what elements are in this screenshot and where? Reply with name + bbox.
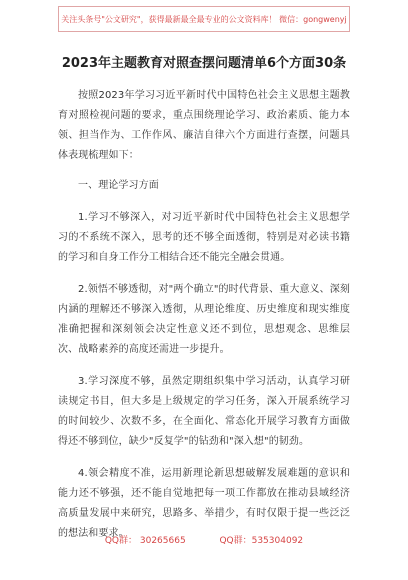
qq-group-2: QQ群：535304092	[219, 536, 304, 546]
section-heading: 一、理论学习方面	[78, 180, 159, 191]
list-item: 3.学习深度不够，虽然定期组织集中学习活动，认真学习研读规定书目，但大多是上级规定的学习任务，深入开展系统学习的时间较少、次数不多，在全面化、常态化开展学习教育方面做得还不够到位，缺少"反复学"的钻劲和"深入想"的韧劲。	[58, 376, 350, 447]
document-body	[58, 86, 350, 544]
list-item: 2.领悟不够透彻，对"两个确立"的时代背景、重大意义、深刻内涵的理解还不够深入透彻，从理论维度、历史维度和现实维度准确把握和深刻领会决定性意义还不到位，思想观念、思维层次、战略素养的高度还需进一步提升。	[58, 284, 350, 355]
list-item: 1.学习不够深入，对习近平新时代中国特色社会主义思想学习的不系统不深入，思考的还不够全面透彻，特别是对必读书籍的学习和自身工作分工相结合还不能完全融会贯通。	[58, 212, 350, 263]
qq-group-1: QQ群： 30265665	[104, 536, 186, 546]
list-item: 4.领会精度不准，运用新理论新思想破解发展难题的意识和能力还不够强，还不能自觉地把每一项工作都放在推动县域经济高质量发展中来研究，思路多、举措少，有时仅限于提一些泛泛的想法和要求。	[58, 468, 350, 539]
header-banner: 关注头条号"公文研究"，获得最新最全最专业的公文资料库！ 微信：gongwenyj	[58, 6, 350, 32]
footer-contact	[0, 533, 408, 546]
document-title: 2023年主题教育对照查摆问题清单6个方面30条	[61, 56, 347, 71]
intro-paragraph: 按照2023年学习习近平新时代中国特色社会主义思想主题教育对照检视问题的要求，重点围绕理论学习、政治素质、能力本领、担当作为、工作作风、廉洁自律六个方面进行查摆，问题具体表现梳理如下：	[58, 90, 350, 161]
